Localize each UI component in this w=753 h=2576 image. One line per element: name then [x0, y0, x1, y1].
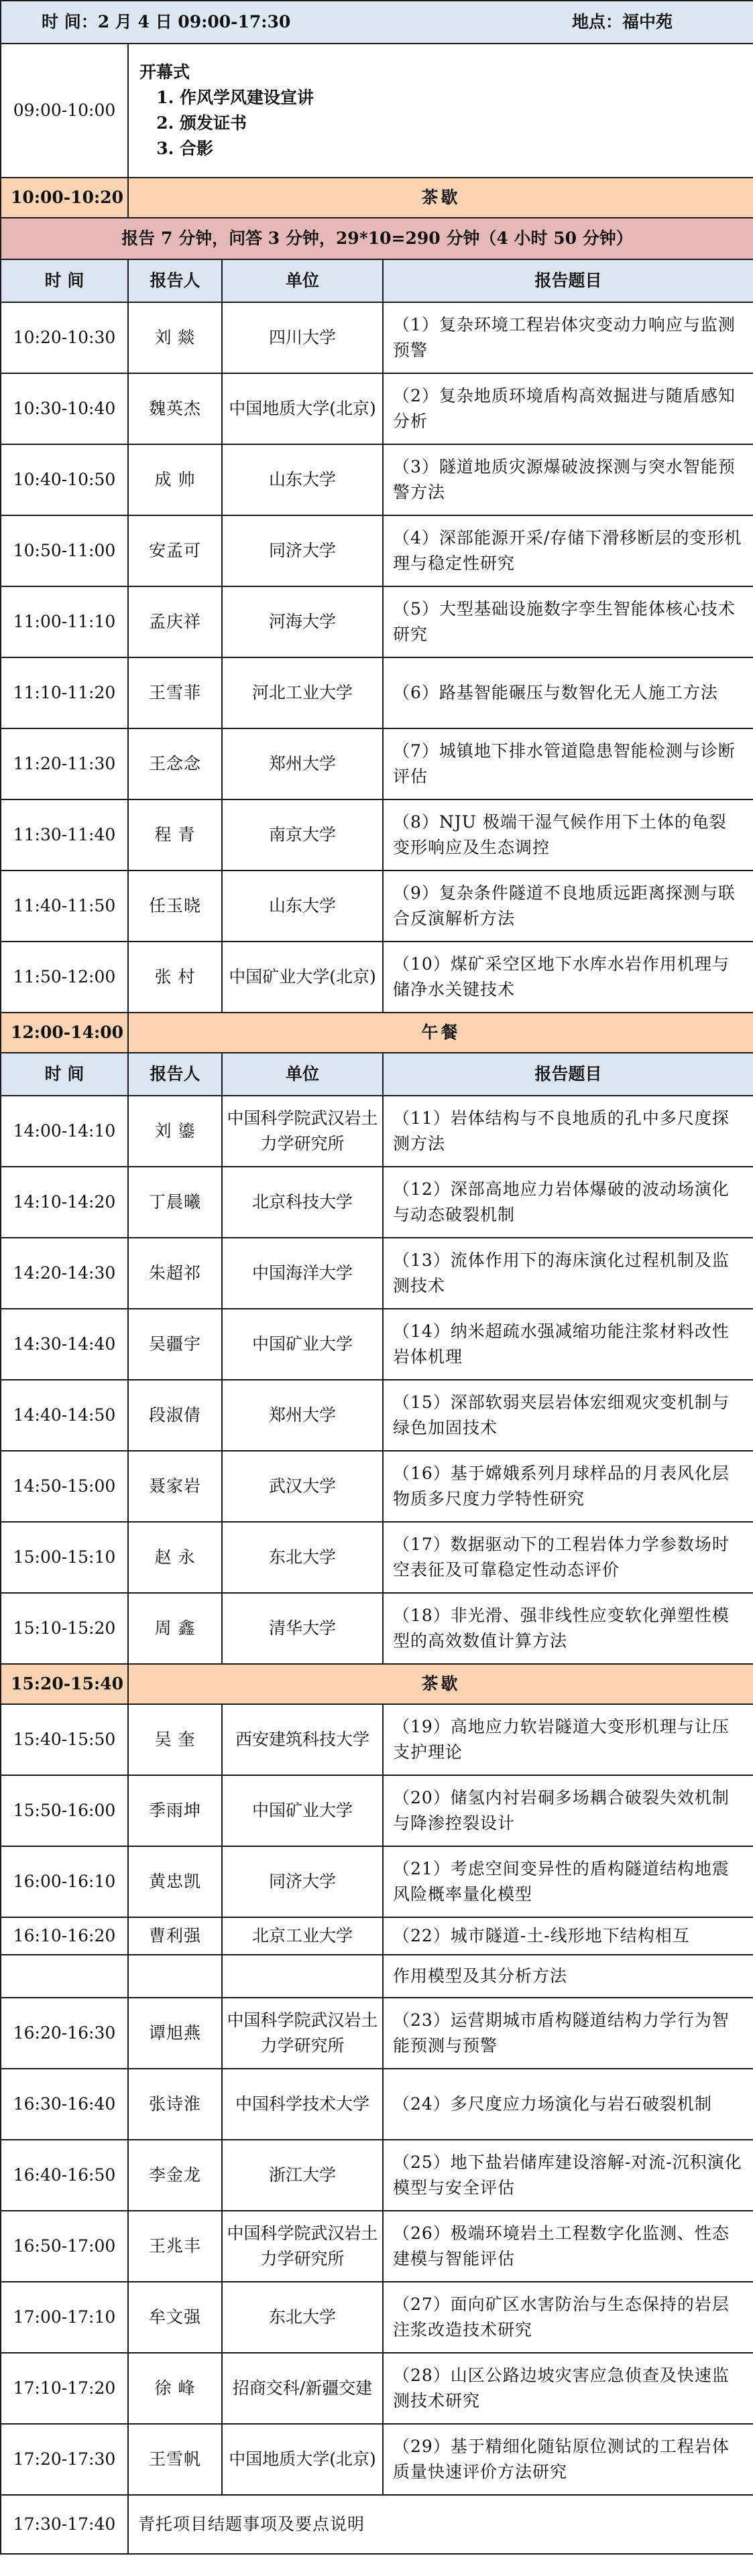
lunch-row — [1, 1013, 753, 1053]
talk-time: 14:30-14:40 — [1, 1309, 128, 1380]
empty-cell — [128, 1955, 222, 1998]
opening-row — [1, 44, 753, 178]
talk-unit: 清华大学 — [222, 1593, 383, 1664]
talk-row — [1, 942, 753, 1013]
talk-unit: 东北大学 — [222, 1522, 383, 1593]
break-label: 茶歇 — [128, 178, 753, 218]
talk-topic: （10）煤矿采空区地下水库水岩作用机理与储净水关键技术 — [383, 942, 753, 1013]
talk-time: 14:40-14:50 — [1, 1380, 128, 1451]
talk-unit: 南京大学 — [222, 799, 383, 871]
talk-speaker: 聂家岩 — [128, 1451, 222, 1522]
talk-topic: （7）城镇地下排水管道隐患智能检测与诊断评估 — [383, 728, 753, 799]
talk-topic: （19）高地应力软岩隧道大变形机理与让压支护理论 — [383, 1704, 753, 1775]
talk-row — [1, 1451, 753, 1522]
talk-row — [1, 373, 753, 444]
talk-row — [1, 1096, 753, 1167]
talk-speaker: 曹利强 — [128, 1917, 222, 1955]
talk-time: 11:40-11:50 — [1, 871, 128, 942]
talk-unit: 中国矿业大学 — [222, 1775, 383, 1846]
opening-content — [128, 44, 753, 178]
talk-topic: （11）岩体结构与不良地质的孔中多尺度探测方法 — [383, 1096, 753, 1167]
opening-title: 开幕式 — [139, 62, 190, 82]
talk-speaker: 程 青 — [128, 799, 222, 871]
talk-topic: （1）复杂环境工程岩体灾变动力响应与监测预警 — [383, 302, 753, 373]
break-row — [1, 1664, 753, 1704]
talk-speaker: 牟文强 — [128, 2282, 222, 2353]
talk-speaker: 赵 永 — [128, 1522, 222, 1593]
talk-row — [1, 1593, 753, 1664]
talk-topic-line: （22）城市隧道-土-线形地下结构相互 — [393, 1926, 690, 1945]
talk-speaker: 吴疆宇 — [128, 1309, 222, 1380]
talk-unit: 西安建筑科技大学 — [222, 1704, 383, 1775]
opening-item: 3. 合影 — [180, 136, 742, 162]
talk-row — [1, 657, 753, 728]
talk-time: 17:00-17:10 — [1, 2282, 128, 2353]
talk-speaker: 季雨坤 — [128, 1775, 222, 1846]
talk-row — [1, 1522, 753, 1593]
talk-speaker: 刘 燚 — [128, 302, 222, 373]
opening-list — [139, 85, 742, 162]
talk-speaker: 段淑倩 — [128, 1380, 222, 1451]
talk-row — [1, 1998, 753, 2069]
talk-time: 11:00-11:10 — [1, 586, 128, 657]
talk-speaker: 徐 峰 — [128, 2353, 222, 2424]
talk-time: 15:00-15:10 — [1, 1522, 128, 1593]
talk-topic — [383, 1917, 753, 1955]
talk-speaker: 吴 奎 — [128, 1704, 222, 1775]
talk-time: 10:40-10:50 — [1, 444, 128, 515]
talk-time: 11:30-11:40 — [1, 799, 128, 871]
talk-unit: 中国海洋大学 — [222, 1238, 383, 1309]
talk-topic: （24）多尺度应力场演化与岩石破裂机制 — [383, 2069, 753, 2140]
talk-row — [1, 2069, 753, 2140]
talk-unit: 东北大学 — [222, 2282, 383, 2353]
talk-unit: 同济大学 — [222, 515, 383, 586]
talk-topic: （17）数据驱动下的工程岩体力学参数场时空表征及可靠稳定性动态评价 — [383, 1522, 753, 1593]
talk-topic: （4）深部能源开采/存储下滑移断层的变形机理与稳定性研究 — [383, 515, 753, 586]
rules-row — [1, 218, 753, 259]
talk-time: 10:50-11:00 — [1, 515, 128, 586]
talk-time: 15:40-15:50 — [1, 1704, 128, 1775]
rules-text: 报告 7 分钟，问答 3 分钟，29*10=290 分钟（4 小时 50 分钟） — [1, 218, 753, 259]
talk-unit: 河北工业大学 — [222, 657, 383, 728]
talk-time: 15:50-16:00 — [1, 1775, 128, 1846]
talk-time: 15:10-15:20 — [1, 1593, 128, 1664]
opening-item: 2. 颁发证书 — [180, 111, 742, 136]
date-label: 时 间：2 月 4 日 09:00-17:30 — [42, 12, 291, 31]
col-time: 时 间 — [1, 259, 128, 302]
column-header-row — [1, 259, 753, 302]
talk-time: 16:50-17:00 — [1, 2211, 128, 2282]
talk-time: 11:10-11:20 — [1, 657, 128, 728]
talk-time: 10:20-10:30 — [1, 302, 128, 373]
col-unit: 单位 — [222, 1053, 383, 1096]
talk-unit: 浙江大学 — [222, 2140, 383, 2211]
talk-speaker: 张诗淮 — [128, 2069, 222, 2140]
lunch-label: 午餐 — [128, 1013, 753, 1053]
talk-unit: 山东大学 — [222, 871, 383, 942]
talk-unit: 郑州大学 — [222, 728, 383, 799]
talk-row — [1, 1846, 753, 1917]
talk-row — [1, 728, 753, 799]
talk-row — [1, 1917, 753, 1955]
talk-speaker: 李金龙 — [128, 2140, 222, 2211]
talk-speaker: 谭旭燕 — [128, 1998, 222, 2069]
talk-time: 16:10-16:20 — [1, 1917, 128, 1955]
talk-unit: 中国科学院武汉岩土力学研究所 — [222, 1998, 383, 2069]
talk-speaker: 张 村 — [128, 942, 222, 1013]
talk-row — [1, 586, 753, 657]
break-time: 15:20-15:40 — [1, 1664, 128, 1704]
talk-unit: 河海大学 — [222, 586, 383, 657]
header-row — [1, 1, 753, 44]
closing-row — [1, 2495, 753, 2554]
col-unit: 单位 — [222, 259, 383, 302]
talk-topic: （5）大型基础设施数字孪生智能体核心技术研究 — [383, 586, 753, 657]
talk-topic: （29）基于精细化随钻原位测试的工程岩体质量快速评价方法研究 — [383, 2424, 753, 2495]
location-label: 地点：福中苑 — [572, 12, 673, 31]
talk-speaker: 任玉晓 — [128, 871, 222, 942]
col-topic: 报告题目 — [383, 259, 753, 302]
talk-time: 16:40-16:50 — [1, 2140, 128, 2211]
header-cell — [1, 1, 753, 44]
talk-speaker: 孟庆祥 — [128, 586, 222, 657]
talk-speaker: 刘 鎏 — [128, 1096, 222, 1167]
talk-topic: （14）纳米超疏水强减缩功能注浆材料改性岩体机理 — [383, 1309, 753, 1380]
talk-unit: 北京工业大学 — [222, 1917, 383, 1955]
talk-topic: （15）深部软弱夹层岩体宏细观灾变机制与绿色加固技术 — [383, 1380, 753, 1451]
talk-topic: （28）山区公路边坡灾害应急侦查及快速监测技术研究 — [383, 2353, 753, 2424]
talk-unit: 中国科学院武汉岩土力学研究所 — [222, 2211, 383, 2282]
talk-time: 17:10-17:20 — [1, 2353, 128, 2424]
talk-unit: 山东大学 — [222, 444, 383, 515]
talk-unit: 武汉大学 — [222, 1451, 383, 1522]
talk-unit: 北京科技大学 — [222, 1167, 383, 1238]
talk-topic-line: 作用模型及其分析方法 — [383, 1955, 753, 1998]
closing-time: 17:30-17:40 — [1, 2495, 128, 2554]
talk-time: 11:20-11:30 — [1, 728, 128, 799]
talk-time: 14:10-14:20 — [1, 1167, 128, 1238]
talk-row — [1, 444, 753, 515]
talk-row — [1, 2140, 753, 2211]
talk-unit: 同济大学 — [222, 1846, 383, 1917]
talk-topic: （6）路基智能碾压与数智化无人施工方法 — [383, 657, 753, 728]
column-header-row — [1, 1053, 753, 1096]
opening-item: 1. 作风学风建设宣讲 — [180, 85, 742, 111]
break-time: 10:00-10:20 — [1, 178, 128, 218]
talk-time: 17:20-17:30 — [1, 2424, 128, 2495]
talk-row — [1, 1704, 753, 1775]
talk-unit: 中国矿业大学 — [222, 1309, 383, 1380]
talk-row — [1, 515, 753, 586]
talk-speaker: 周 鑫 — [128, 1593, 222, 1664]
col-topic: 报告题目 — [383, 1053, 753, 1096]
empty-cell — [1, 1955, 128, 1998]
talk-topic: （2）复杂地质环境盾构高效掘进与随盾感知分析 — [383, 373, 753, 444]
talk-topic: （20）储氢内衬岩硐多场耦合破裂失效机制与降渗控裂设计 — [383, 1775, 753, 1846]
talk-row — [1, 2282, 753, 2353]
talk-speaker: 王念念 — [128, 728, 222, 799]
talk-speaker: 王雪帆 — [128, 2424, 222, 2495]
talk-topic: （27）面向矿区水害防治与生态保持的岩层注浆改造技术研究 — [383, 2282, 753, 2353]
talk-topic: （18）非光滑、强非线性应变软化弹塑性模型的高效数值计算方法 — [383, 1593, 753, 1664]
talk-time: 10:30-10:40 — [1, 373, 128, 444]
opening-time: 09:00-10:00 — [1, 44, 128, 178]
talk-speaker: 黄忠凯 — [128, 1846, 222, 1917]
talk-time: 11:50-12:00 — [1, 942, 128, 1013]
talk-topic: （26）极端环境岩土工程数字化监测、性态建模与智能评估 — [383, 2211, 753, 2282]
talk-time: 16:20-16:30 — [1, 1998, 128, 2069]
talk-topic: （9）复杂条件隧道不良地质远距离探测与联合反演解析方法 — [383, 871, 753, 942]
talk-row-continued — [1, 1955, 753, 1998]
talk-row — [1, 799, 753, 871]
talk-unit: 郑州大学 — [222, 1380, 383, 1451]
break-row — [1, 178, 753, 218]
talk-topic: （8）NJU 极端干湿气候作用下土体的龟裂变形响应及生态调控 — [383, 799, 753, 871]
talk-speaker: 魏英杰 — [128, 373, 222, 444]
lunch-time: 12:00-14:00 — [1, 1013, 128, 1053]
talk-unit: 中国矿业大学(北京) — [222, 942, 383, 1013]
talk-row — [1, 1380, 753, 1451]
talk-speaker: 王兆丰 — [128, 2211, 222, 2282]
talk-topic: （16）基于嫦娥系列月球样品的月表风化层物质多尺度力学特性研究 — [383, 1451, 753, 1522]
talk-row — [1, 1238, 753, 1309]
talk-row — [1, 871, 753, 942]
talk-topic: （13）流体作用下的海床演化过程机制及监测技术 — [383, 1238, 753, 1309]
talk-row — [1, 302, 753, 373]
talk-row — [1, 2211, 753, 2282]
talk-row — [1, 2424, 753, 2495]
talk-unit: 四川大学 — [222, 302, 383, 373]
talk-speaker: 朱超祁 — [128, 1238, 222, 1309]
talk-time: 14:00-14:10 — [1, 1096, 128, 1167]
talk-time: 14:20-14:30 — [1, 1238, 128, 1309]
talk-unit: 中国地质大学(北京) — [222, 2424, 383, 2495]
talk-topic: （25）地下盐岩储库建设溶解-对流-沉积演化模型与安全评估 — [383, 2140, 753, 2211]
closing-text: 青托项目结题事项及要点说明 — [128, 2495, 753, 2554]
talk-topic: （23）运营期城市盾构隧道结构力学行为智能预测与预警 — [383, 1998, 753, 2069]
talk-row — [1, 1775, 753, 1846]
talk-row — [1, 2353, 753, 2424]
empty-cell — [222, 1955, 383, 1998]
talk-topic: （12）深部高地应力岩体爆破的波动场演化与动态破裂机制 — [383, 1167, 753, 1238]
talk-topic: （3）隧道地质灾源爆破波探测与突水智能预警方法 — [383, 444, 753, 515]
talk-row — [1, 1167, 753, 1238]
col-speaker: 报告人 — [128, 1053, 222, 1096]
talk-speaker: 安孟可 — [128, 515, 222, 586]
talk-speaker: 丁晨曦 — [128, 1167, 222, 1238]
col-speaker: 报告人 — [128, 259, 222, 302]
talk-topic: （21）考虑空间变异性的盾构隧道结构地震风险概率量化模型 — [383, 1846, 753, 1917]
talk-unit: 中国科学技术大学 — [222, 2069, 383, 2140]
talk-unit: 中国科学院武汉岩土力学研究所 — [222, 1096, 383, 1167]
talk-row — [1, 1309, 753, 1380]
talk-time: 16:00-16:10 — [1, 1846, 128, 1917]
talk-time: 16:30-16:40 — [1, 2069, 128, 2140]
talk-speaker: 成 帅 — [128, 444, 222, 515]
col-time: 时 间 — [1, 1053, 128, 1096]
talk-speaker: 王雪菲 — [128, 657, 222, 728]
talk-time: 14:50-15:00 — [1, 1451, 128, 1522]
break-label: 茶歇 — [128, 1664, 753, 1704]
talk-unit: 招商交科/新疆交建 — [222, 2353, 383, 2424]
talk-unit: 中国地质大学(北京) — [222, 373, 383, 444]
